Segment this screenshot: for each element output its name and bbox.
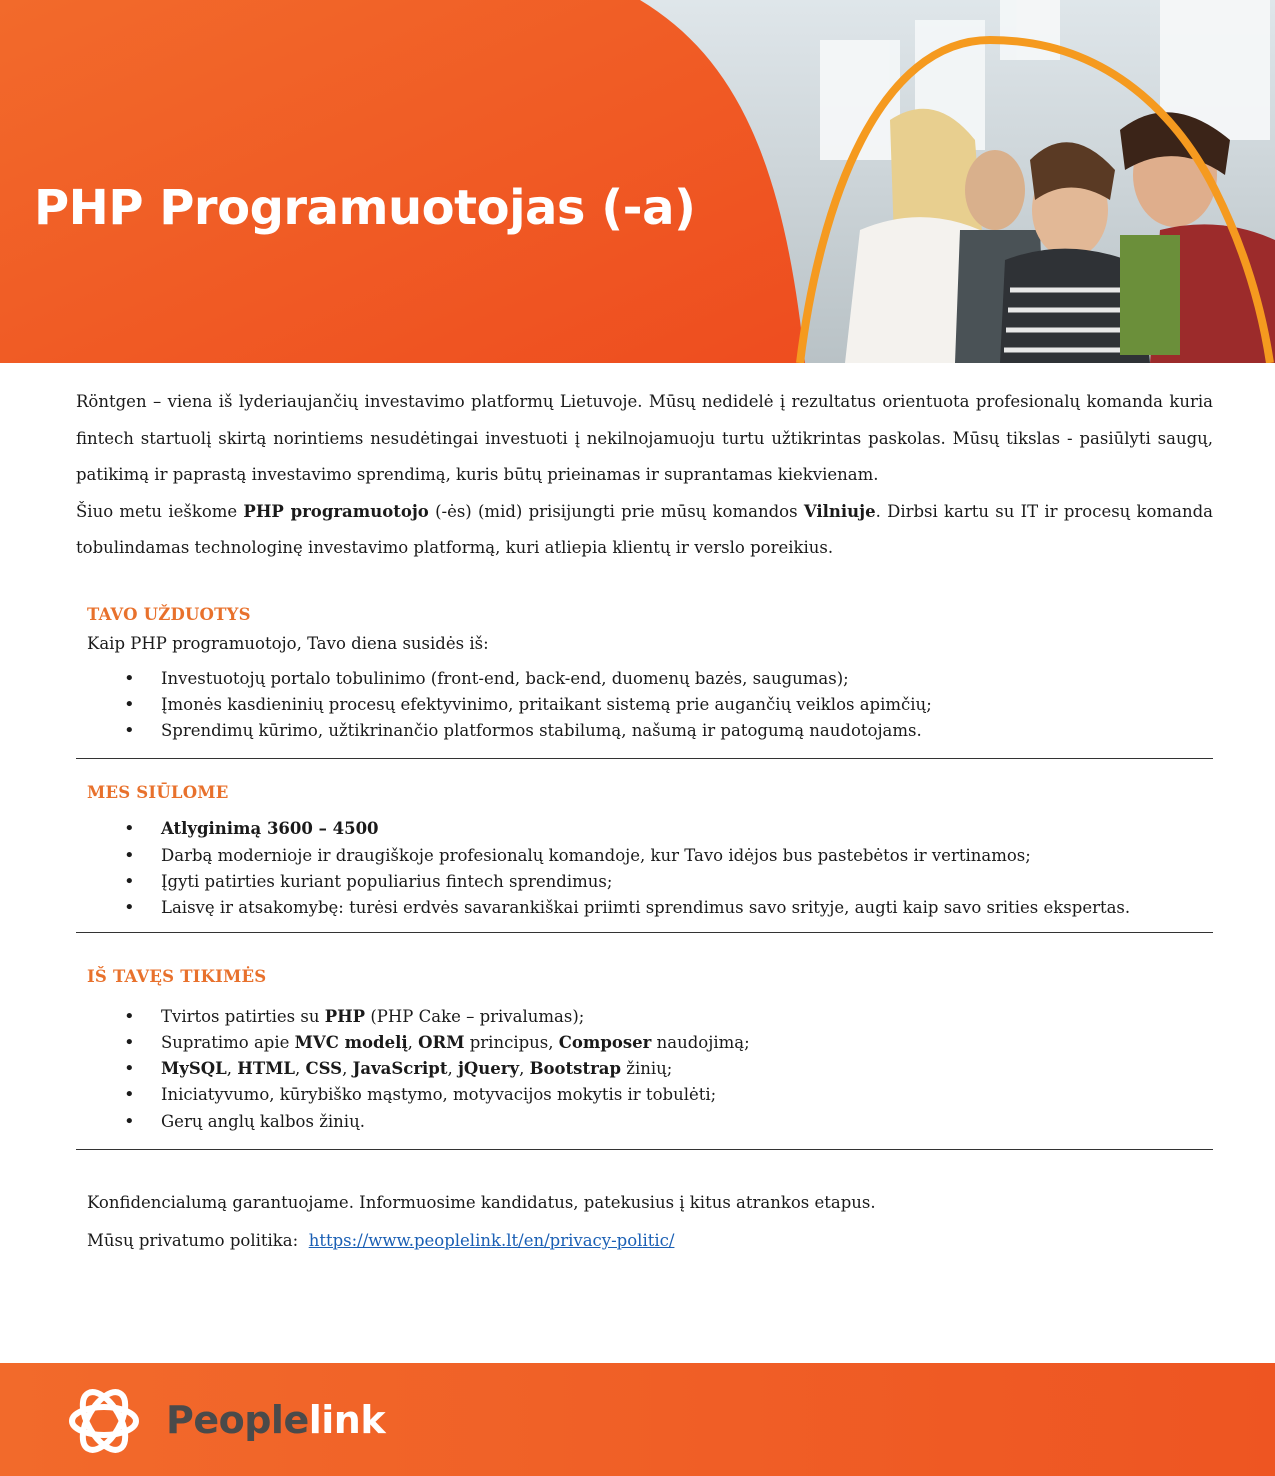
intro-text: . Dirbsi kartu su IT ir procesų komanda tobulindamas technologinę investavimo platformą, kuri atliepia klientų ir verslo poreikius. bbox=[76, 501, 1213, 557]
item-keyword: ORM bbox=[418, 1032, 465, 1052]
offer-list bbox=[76, 816, 1213, 921]
item-keyword: CSS bbox=[305, 1059, 343, 1079]
item-text: (PHP Cake – privalumas); bbox=[365, 1006, 585, 1026]
confidential-note: Konfidencialumą garantuojame. Informuosime kandidatus, patekusius į kitus atrankos etapus. bbox=[87, 1193, 876, 1213]
intro-paragraph-2 bbox=[76, 494, 1213, 567]
logo-part-people: People bbox=[166, 1398, 309, 1442]
closing-text bbox=[76, 1184, 1213, 1260]
list-item: • Įmonės kasdieninių procesų efektyvinimo, pritaikant sistemą prie augančių veiklos apimčių; bbox=[76, 692, 1213, 718]
item-text: naudojimą; bbox=[651, 1032, 750, 1052]
item-text: , bbox=[226, 1059, 238, 1079]
item-keyword: Composer bbox=[558, 1032, 652, 1052]
intro-text: Šiuo metu ieškome bbox=[76, 501, 244, 521]
intro-role: PHP programuotojo bbox=[243, 501, 429, 521]
people-photo bbox=[845, 109, 1275, 363]
list-item: • Įgyti patirties kuriant populiarius fintech sprendimus; bbox=[76, 869, 1213, 895]
privacy-line bbox=[76, 1222, 1213, 1260]
salary: Atlyginimą 3600 – 4500 bbox=[161, 819, 379, 839]
item-keyword: MySQL bbox=[161, 1059, 227, 1079]
item-keyword: PHP bbox=[324, 1006, 366, 1026]
item-keyword: JavaScript bbox=[352, 1059, 448, 1079]
job-description bbox=[76, 384, 1213, 1260]
item-text: Supratimo apie bbox=[161, 1032, 295, 1052]
tasks-lead: Kaip PHP programuotojo, Tavo diena susidės iš: bbox=[87, 633, 489, 653]
item-keyword: HTML bbox=[237, 1059, 295, 1079]
item-text: , bbox=[519, 1059, 530, 1079]
item-text: , bbox=[294, 1059, 306, 1079]
item-text: , bbox=[342, 1059, 353, 1079]
item-text: principus, bbox=[464, 1032, 559, 1052]
item-keyword: jQuery bbox=[457, 1059, 520, 1079]
item-text: , bbox=[407, 1032, 419, 1052]
list-item: • Investuotojų portalo tobulinimo (front-end, back-end, duomenų bazės, saugumas); bbox=[76, 666, 1213, 692]
item-text: žinių; bbox=[621, 1059, 673, 1079]
expect-heading: IŠ TAVĘS TIKIMĖS bbox=[87, 966, 267, 986]
tasks-heading: TAVO UŽDUOTYS bbox=[87, 604, 251, 624]
peoplelink-logo bbox=[166, 1398, 385, 1442]
item-text: , bbox=[447, 1059, 458, 1079]
list-item: • Darbą modernioje ir draugiškoje profesionalų komandoje, kur Tavo idėjos bus pastebėtos ir vertinamos; bbox=[76, 843, 1213, 869]
intro-paragraph-1: Röntgen – viena iš lyderiaujančių investavimo platformų Lietuvoje. Mūsų nedidelė į rezultatus orientuota profesionalų komanda kuria fintech startuolį skirtą norintiems nesudėtingai investuoti į nekilnojamuoju turtu užtikrintas paskolas. Mūsų tikslas - pasiūlyti saugų, patikimą ir paprastą investavimo sprendimą, kuris būtų prieinamas ir suprantamas kiekvienam. bbox=[76, 392, 1213, 484]
list-item: • Sprendimų kūrimo, užtikrinančio platformos stabilumą, našumą ir patogumą naudotojams. bbox=[76, 718, 1213, 744]
item-keyword: MVC modelį bbox=[294, 1032, 408, 1052]
tasks-list bbox=[76, 666, 1213, 745]
expect-list bbox=[76, 1004, 1213, 1135]
intro-city: Vilniuje bbox=[803, 501, 876, 521]
intro-text: (-ės) (mid) prisijungti prie mūsų komandos bbox=[428, 501, 804, 521]
intro bbox=[76, 384, 1213, 567]
list-item bbox=[76, 1056, 1213, 1082]
list-item: • Laisvę ir atsakomybę: turėsi erdvės savarankiškai priimti sprendimus savo srityje, augti kaip savo srities ekspertas. bbox=[76, 895, 1213, 921]
list-item bbox=[76, 1004, 1213, 1030]
list-item bbox=[76, 1030, 1213, 1056]
privacy-label: Mūsų privatumo politika: bbox=[87, 1231, 299, 1251]
privacy-link[interactable]: https://www.peoplelink.lt/en/privacy-politic/ bbox=[308, 1231, 675, 1251]
list-item: • Iniciatyvumo, kūrybiško mąstymo, motyvacijos mokytis ir tobulėti; bbox=[76, 1082, 1213, 1108]
item-keyword: Bootstrap bbox=[529, 1059, 621, 1079]
list-item bbox=[76, 816, 1213, 842]
page-title: PHP Programuotojas (-a) bbox=[34, 180, 696, 236]
header-banner bbox=[0, 0, 1275, 363]
list-item: • Gerų anglų kalbos žinių. bbox=[76, 1109, 1213, 1135]
logo-part-link: link bbox=[308, 1398, 386, 1442]
item-text: Tvirtos patirties su bbox=[161, 1006, 325, 1026]
offer-heading: MES SIŪLOME bbox=[87, 783, 229, 803]
